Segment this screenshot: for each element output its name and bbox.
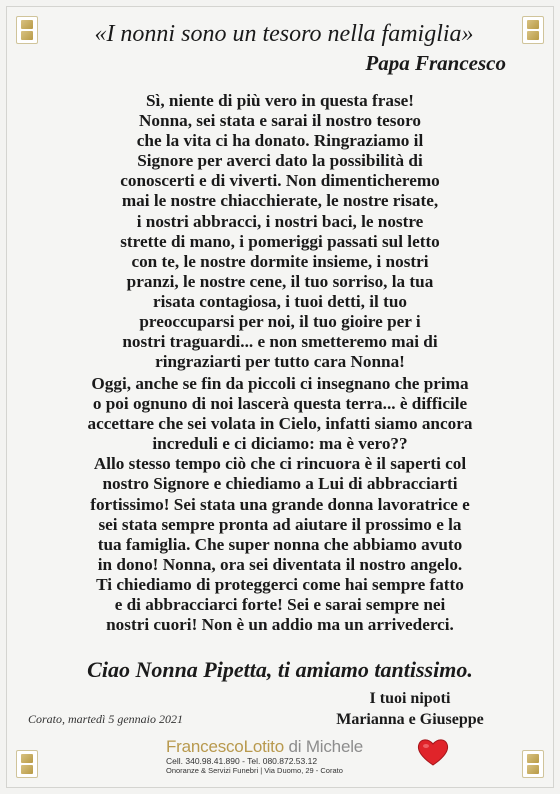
text-line: o poi ognuno di noi lascerà questa terra... è difficile	[92, 394, 468, 414]
text-line: nostri cuori! Non è un addio ma un arrivederci.	[106, 615, 454, 635]
text-line: i nostri abbracci, i nostri baci, le nostre	[136, 211, 424, 231]
text-line: tua famiglia. Che super nonna che abbiamo avuto	[97, 534, 463, 554]
text-line: accettare che sei volata in Cielo, infatti siamo ancora	[87, 414, 473, 434]
signature	[290, 688, 530, 730]
text-line: ringraziarti per tutto cara Nonna!	[155, 352, 405, 372]
message-paragraph-2	[22, 374, 538, 635]
text-line: increduli e ci diciamo: ma è vero??	[152, 434, 408, 454]
name-part-first: Francesco	[166, 737, 244, 756]
text-line: risata contagiosa, i tuoi detti, il tuo	[153, 291, 407, 311]
text-line: preoccuparsi per noi, il tuo gioire per i	[139, 312, 421, 332]
text-line: in dono! Nonna, ora sei diventata il nostro angelo.	[97, 554, 463, 574]
funeral-home-name	[166, 737, 406, 756]
quote-author: Papa Francesco	[365, 51, 506, 75]
signature-line-2: Marianna e Giuseppe	[336, 711, 484, 728]
name-part-surname: Lotito	[243, 737, 284, 756]
name-part-suffix: di Michele	[283, 737, 364, 756]
text-line: sei stata sempre pronta ad aiutare il prossimo e la	[98, 514, 462, 534]
quote-text: «I nonni sono un tesoro nella famiglia»	[94, 21, 474, 47]
text-line: conoscerti e di viverti. Non dimenticheremo	[120, 171, 440, 191]
text-line: strette di mano, i pomeriggi passati sul letto	[120, 231, 440, 251]
text-line: che la vita ci ha donato. Ringraziamo il	[136, 131, 424, 151]
text-line: pranzi, le nostre cene, il tuo sorriso, la tua	[126, 271, 434, 291]
text-line: fortissimo! Sei stata una grande donna lavoratrice e	[90, 494, 470, 514]
corner-monogram-icon	[522, 16, 544, 44]
text-line: Sì, niente di più vero in questa frase!	[145, 91, 415, 110]
text-line: Allo stesso tempo ciò che ci rincuora è il saperti col	[93, 454, 467, 474]
text-line: con te, le nostre dormite insieme, i nostri	[131, 251, 429, 271]
corner-monogram-icon	[522, 750, 544, 778]
signature-line-1: I tuoi nipoti	[369, 690, 451, 707]
place-date: Corato, martedì 5 gennaio 2021	[28, 712, 183, 726]
corner-monogram-icon	[16, 750, 38, 778]
text-line: Ti chiediamo di proteggerci come hai sempre fatto	[96, 574, 464, 594]
closing-line: Ciao Nonna Pipetta, ti amiamo tantissimo.	[87, 657, 473, 682]
funeral-home-address: Onoranze & Servizi Funebri | Via Duomo, 29 - Corato	[166, 766, 343, 775]
corner-monogram-icon	[16, 16, 38, 44]
text-line: mai le nostre chiacchierate, le nostre risate,	[121, 191, 439, 211]
text-line: Signore per averci dato la possibilità di	[137, 151, 423, 171]
text-line: Oggi, anche se fin da piccoli ci insegnano che prima	[91, 374, 469, 393]
heart-icon-svg	[416, 737, 450, 767]
text-line: e di abbracciarci forte! Sei e sarai sempre nei	[114, 595, 446, 615]
text-line: nostro Signore e chiediamo a Lui di abbracciarti	[102, 474, 458, 494]
heart-icon	[416, 737, 450, 767]
funeral-home-contacts: Cell. 340.98.41.890 - Tel. 080.872.53.12	[166, 756, 318, 766]
text-line: Nonna, sei stata e sarai il nostro tesoro	[139, 111, 421, 131]
message-paragraph-1	[22, 91, 538, 372]
funeral-home-logo	[166, 737, 406, 776]
text-line: nostri traguardi... e non smetteremo mai di	[122, 332, 438, 352]
